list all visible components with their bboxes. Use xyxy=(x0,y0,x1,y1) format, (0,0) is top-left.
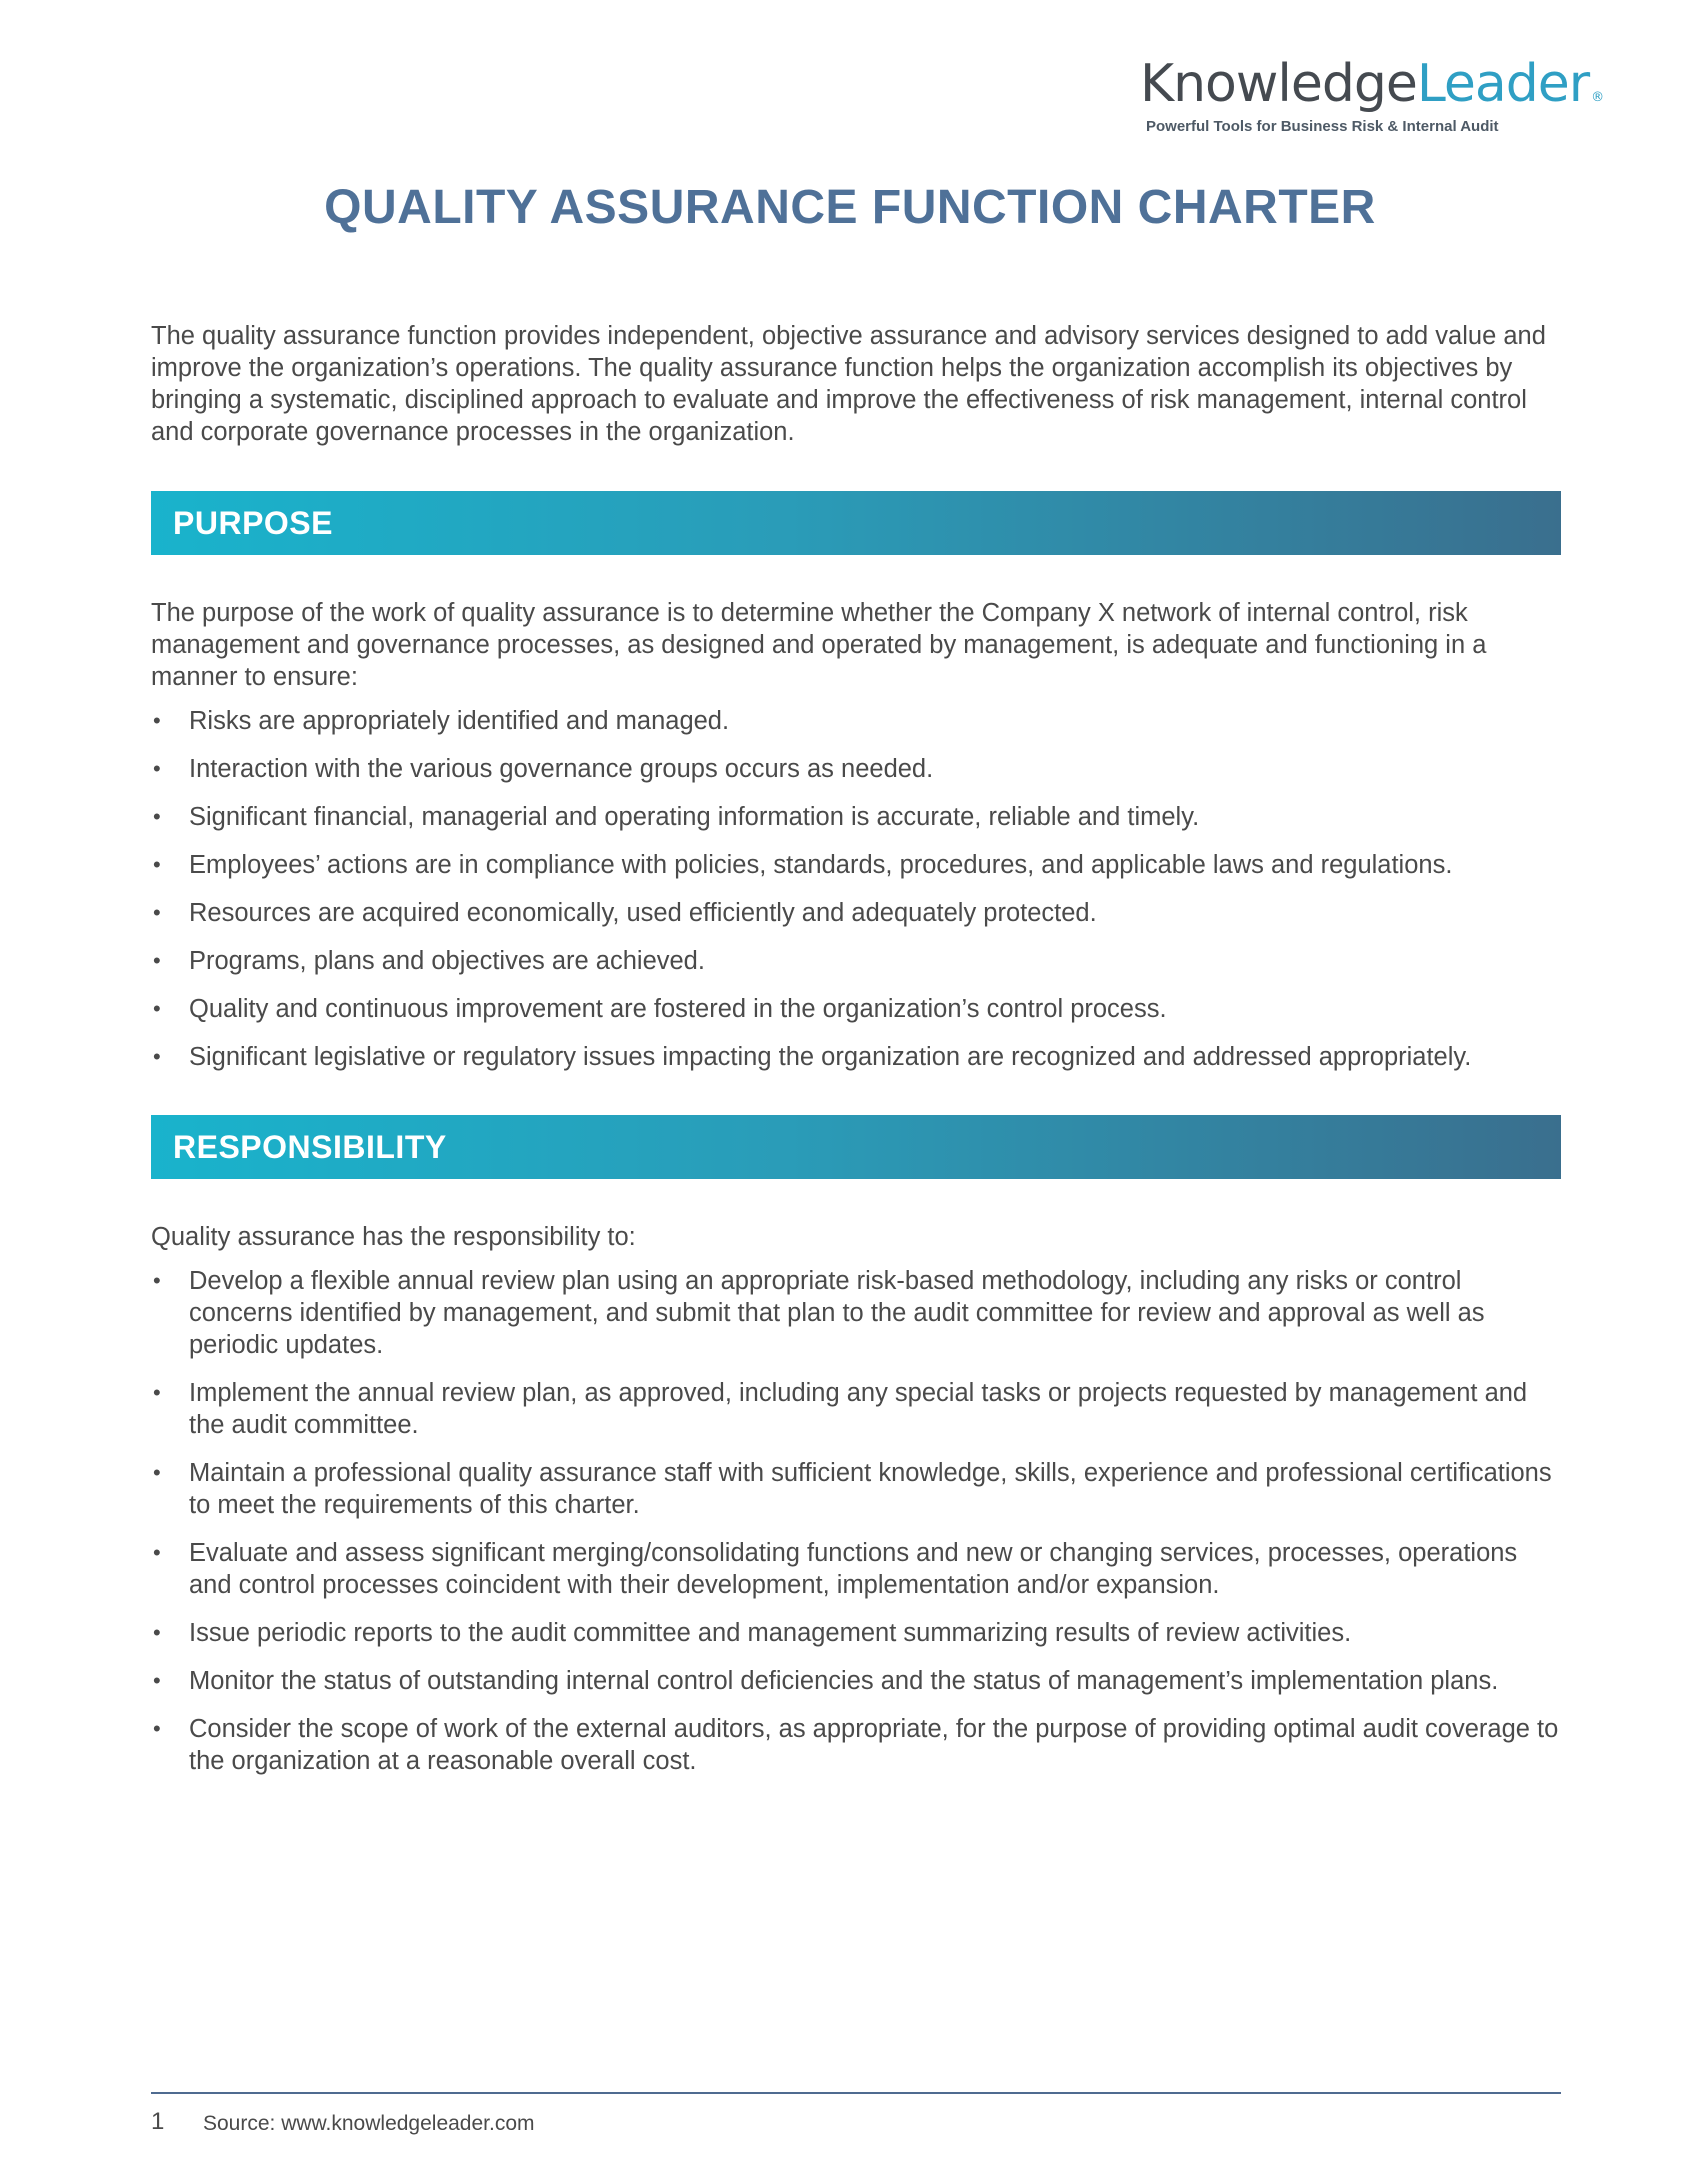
responsibility-heading: RESPONSIBILITY xyxy=(173,1128,447,1165)
list-item: • Consider the scope of work of the external auditors, as appropriate, for the purpose of providing optimal audit coverage to the organization at a reasonable overall cost. xyxy=(153,1715,1559,1775)
logo-word-leader: Leader xyxy=(1416,54,1590,114)
bullet-icon: • xyxy=(153,1540,161,1565)
bullet-icon: • xyxy=(153,1044,161,1069)
registered-mark: ® xyxy=(1591,90,1604,105)
knowledgeleader-logo xyxy=(1140,52,1604,135)
bullet-icon: • xyxy=(153,1380,161,1405)
footer-source: Source: www.knowledgeleader.com xyxy=(203,2112,535,2135)
list-item: • Implement the annual review plan, as approved, including any special tasks or projects requested by management and the audit committee. xyxy=(153,1379,1528,1439)
logo-word-knowledge: Knowledge xyxy=(1140,54,1417,114)
bullet-icon: • xyxy=(153,1620,161,1645)
list-item: • Significant legislative or regulatory issues impacting the organization are recognized and addressed appropriately. xyxy=(153,1043,1472,1071)
list-item: • Resources are acquired economically, used efficiently and adequately protected. xyxy=(153,899,1097,927)
purpose-bullet-list xyxy=(151,705,1561,1073)
document-body xyxy=(151,320,1561,1793)
bullet-icon: • xyxy=(153,1268,161,1293)
bullet-icon: • xyxy=(153,1716,161,1741)
list-item: • Risks are appropriately identified and managed. xyxy=(153,707,730,735)
responsibility-bullet-list xyxy=(151,1265,1561,1777)
intro-paragraph: The quality assurance function provides independent, objective assurance and advisory services designed to add value and improve the organization’s operations. The quality assurance function helps the organization accomplish its objectives by bringing a systematic, disciplined approach to evaluate and improve the effectiveness of risk management, internal control and corporate governance processes in the organization. xyxy=(151,322,1546,446)
page-number: 1 xyxy=(151,2108,165,2135)
bullet-icon: • xyxy=(153,756,161,781)
list-item: • Develop a flexible annual review plan using an appropriate risk-based methodology, including any risks or control concerns identified by management, and submit that plan to the audit committee for review and approval as well as periodic updates. xyxy=(153,1267,1485,1359)
list-item: • Interaction with the various governance groups occurs as needed. xyxy=(153,755,934,783)
purpose-lead-paragraph: The purpose of the work of quality assurance is to determine whether the Company X network of internal control, risk management and governance processes, as designed and operated by management, is adequate and functioning in a manner to ensure: xyxy=(151,599,1487,691)
logo-tagline: Powerful Tools for Business Risk & Internal Audit xyxy=(1146,118,1499,135)
list-item: • Significant financial, managerial and operating information is accurate, reliable and timely. xyxy=(153,803,1200,831)
list-item: • Issue periodic reports to the audit committee and management summarizing results of review activities. xyxy=(153,1619,1352,1647)
list-item: • Monitor the status of outstanding internal control deficiencies and the status of management’s implementation plans. xyxy=(153,1667,1499,1695)
list-item: • Evaluate and assess significant merging/consolidating functions and new or changing services, processes, operations and control processes coincident with their development, implementation and/or expansion. xyxy=(153,1539,1518,1599)
bullet-icon: • xyxy=(153,1668,161,1693)
footer-divider xyxy=(151,2092,1561,2094)
responsibility-lead-paragraph: Quality assurance has the responsibility to: xyxy=(151,1223,636,1251)
document-title: QUALITY ASSURANCE FUNCTION CHARTER xyxy=(324,181,1376,234)
logo-wordmark xyxy=(1140,52,1604,116)
responsibility-section-header xyxy=(151,1115,1561,1179)
bullet-icon: • xyxy=(153,804,161,829)
list-item: • Maintain a professional quality assurance staff with sufficient knowledge, skills, experience and professional certifications to meet the requirements of this charter. xyxy=(153,1459,1552,1519)
bullet-icon: • xyxy=(153,708,161,733)
bullet-icon: • xyxy=(153,852,161,877)
bullet-icon: • xyxy=(153,1460,161,1485)
list-item: • Employees’ actions are in compliance with policies, standards, procedures, and applicable laws and regulations. xyxy=(153,851,1453,879)
list-item: • Programs, plans and objectives are achieved. xyxy=(153,947,705,975)
list-item: • Quality and continuous improvement are fostered in the organization’s control process. xyxy=(153,995,1167,1023)
bullet-icon: • xyxy=(153,900,161,925)
bullet-icon: • xyxy=(153,996,161,1021)
purpose-heading: PURPOSE xyxy=(173,504,333,541)
purpose-section-header xyxy=(151,491,1561,555)
bullet-icon: • xyxy=(153,948,161,973)
